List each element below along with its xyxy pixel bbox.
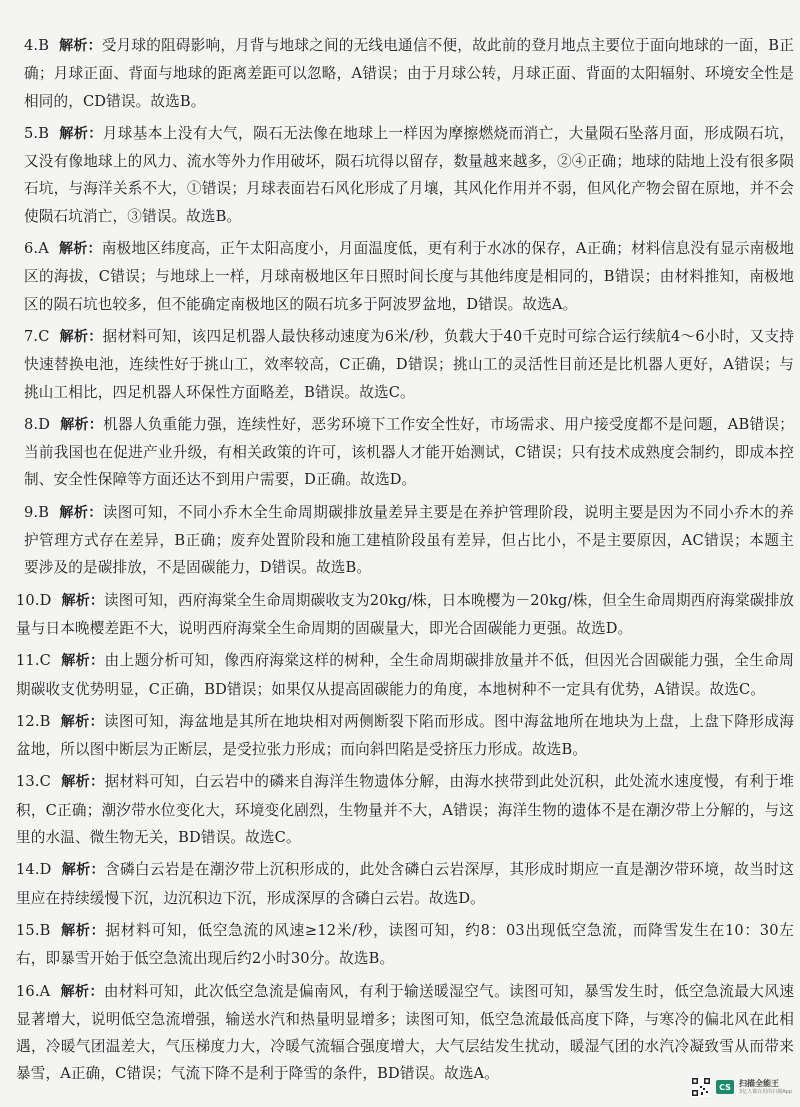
analysis-label: 解析： <box>61 592 105 609</box>
answer-letter: C <box>39 652 51 670</box>
scanner-watermark <box>691 1077 792 1097</box>
answer-letter: B <box>39 921 51 939</box>
analysis-text: 读图可知，西府海棠全生命周期碳收支为20kg/株，日本晚樱为－20kg/株，但全生命周期西府海棠碳排放量与日本晚樱差距不大，说明西府海棠全生命周期的固碳量大，即光合固碳能力更强。故选D。 <box>16 591 795 637</box>
answer-item-10: 10.D 解析：读图可知，西府海棠全生命周期碳收支为20kg/株，日本晚樱为－20kg/株，但全生命周期西府海棠碳排放量与日本晚樱差距不大，说明西府海棠全生命周期的固碳量大，即光合固碳能力更强。故选D。 <box>16 591 795 637</box>
answer-letter: D <box>38 415 51 433</box>
answer-letter: C <box>39 773 51 791</box>
analysis-label: 解析： <box>61 653 105 670</box>
analysis-label: 解析： <box>59 38 102 54</box>
answer-item-12: 12.B 解析：读图可知，海盆地是其所在地块相对两侧断裂下陷而形成。图中海盆地所在地块为上盘，上盘下降形成海盆地，所以图中断层为正断层，是受拉张力形成；而向斜凹陷是受挤压力形成。故选B。 <box>16 712 795 759</box>
analysis-text: 机器人负重能力强，连续性好，恶劣环境下工作安全性好，市场需求、用户接受度都不是问题，AB错误；当前我国也在促进产业升级，有相关政策的许可，该机器人才能开始测试，C错误；只有技术成熟度会制约，即成本控制、安全性保障等方面还达不到用户需要，D正确。故选D。 <box>24 415 794 489</box>
analysis-text: 南极地区纬度高，正午太阳高度小，月面温度低，更有利于水冰的保存，A正确；材料信息没有显示南极地区的海拔，C错误；与地球上一样，月球南极地区年日照时间长度与其他纬度是相同的，B错误；由材料推知，南极地区的陨石坑也较多，但不能确定南极地区的陨石坑多于阿波罗盆地，D错误。故选A。 <box>24 240 794 313</box>
analysis-label: 解析： <box>60 416 104 433</box>
answer-item-13: 13.C 解析：据材料可知，白云岩中的磷来自海洋生物遗体分解，由海水挟带到此处沉积，此处流水速度慢，有利于堆积，C正确；潮汐带水位变化大，环境变化剧烈，生物量并不大，A错误；海洋生物的遗体不是在潮汐带上分解的，与这里的水温、微生物无关，BD错误。故选C。 <box>16 773 795 847</box>
answer-letter: D <box>39 591 52 609</box>
analysis-label: 解析： <box>60 713 105 730</box>
answer-item-5: 5.B 解析：月球基本上没有大气，陨石无法像在地球上一样因为摩擦燃烧而消亡，大量陨石坠落月面，形成陨石坑，又没有像地球上的风力、流水等外力作用破坏，陨石坑得以留存，数量越来越多，②④正确；地球的陆地上没有很多陨石坑，与海洋关系不大，①错误；月球表面岩石风化形成了月壤，其风化作用并不弱，但风化产物会留在原地，并不会使陨石坑消亡，③错误。故选B。 <box>24 124 795 225</box>
brand-tagline: 3亿人都在用的扫描App <box>739 1088 792 1095</box>
analysis-text: 由上题分析可知，像西府海棠这样的树种，全生命周期碳排放量并不低，但因光合固碳能力强，全生命周期碳收支优势明显，C正确，BD错误；如果仅从提高固碳能力的角度，本地树种不一定具有优势，A错误。故选C。 <box>16 652 795 698</box>
answer-letter: B <box>38 37 50 54</box>
answer-letter: A <box>38 240 49 258</box>
analysis-label: 解析： <box>60 922 106 939</box>
answer-item-6: 6.A 解析：南极地区纬度高，正午太阳高度小，月面温度低，更有利于水冰的保存，A正确；材料信息没有显示南极地区的海拔，C错误；与地球上一样，月球南极地区年日照时间长度与其他纬度是相同的，B错误；由材料推知，南极地区的陨石坑也较多，但不能确定南极地区的陨石坑多于阿波罗盆地，D错误。故选A。 <box>24 240 794 313</box>
answer-letter: B <box>38 503 50 521</box>
analysis-text: 由材料可知，此次低空急流是偏南风，有利于输送暖湿空气。读图可知，暴雪发生时，低空急流最大风速显著增大，说明低空急流增强，输送水汽和热量明显增多；读图可知，低空急流最低高度下降，与寒冷的偏北风在此相遇，冷暖气团温差大，气压梯度力大，冷暖气流辐合强度增大，大气层结发生扰动，暖湿气团的水汽冷凝致雪从而带来暴雪，A正确，C错误；气流下降不是利于降雪的条件，BD错误。故选A。 <box>16 982 795 1083</box>
answer-letter: D <box>39 861 52 879</box>
analysis-label: 解析： <box>59 125 103 142</box>
camscanner-logo: CS <box>716 1080 734 1094</box>
answer-item-9: 9.B 解析：读图可知，不同小乔木全生命周期碳排放量差异主要是在养护管理阶段，说明主要是因为不同小乔木的养护管理方式存在差异，B正确；废弃处置阶段和施工建植阶段虽有差异，但占比小，不是主要原因，AC错误；本题主要涉及的是碳排放，不是固碳能力，D错误。故选B。 <box>24 503 795 577</box>
analysis-label: 解析： <box>61 774 105 791</box>
answer-item-15: 15.B 解析：据材料可知，低空急流的风速≥12米/秒，读图可知，约8：03出现低空急流，而降雪发生在10：30左右，即暴雪开始于低空急流出现后约2小时30分。故选B。 <box>16 921 794 968</box>
brand-block <box>739 1080 792 1095</box>
analysis-label: 解析： <box>58 241 102 258</box>
answer-item-8: 8.D 解析：机器人负重能力强，连续性好，恶劣环境下工作安全性好，市场需求、用户接受度都不是问题，AB错误；当前我国也在促进产业升级，有相关政策的许可，该机器人才能开始测试，C错误；只有技术成熟度会制约，即成本控制、安全性保障等方面还达不到用户需要，D正确。故选D。 <box>24 415 794 489</box>
analysis-text: 月球基本上没有大气，陨石无法像在地球上一样因为摩擦燃烧而消亡，大量陨石坠落月面，形成陨石坑，又没有像地球上的风力、流水等外力作用破坏，陨石坑得以留存，数量越来越多，②④正确；地球的陆地上没有很多陨石坑，与海洋关系不大，①错误；月球表面岩石风化形成了月壤，其风化作用并不弱，但风化产物会留在原地，并不会使陨石坑消亡，③错误。故选B。 <box>24 124 795 225</box>
analysis-label: 解析： <box>59 504 103 521</box>
qr-code-icon <box>691 1077 711 1097</box>
answer-letter: A <box>39 982 51 1000</box>
analysis-text: 读图可知，海盆地是其所在地块相对两侧断裂下陷而形成。图中海盆地所在地块为上盘，上盘下降形成海盆地，所以图中断层为正断层，是受拉张力形成；而向斜凹陷是受挤压力形成。故选B。 <box>16 712 795 759</box>
analysis-label: 解析： <box>59 328 103 345</box>
answer-item-7: 7.C 解析：据材料可知，该四足机器人最快移动速度为6米/秒，负载大于40千克时可综合运行续航4～6小时，又支持快速替换电池，连续性好于挑山工，效率较高，C正确，D错误；挑山工的灵活性目前还是比机器人更好，A错误；与挑山工相比，四足机器人环保性方面略差，B错误。故选C。 <box>24 327 794 401</box>
answer-item-4: 4.B 解析：受月球的阻碍影响，月背与地球之间的无线电通信不便，故此前的登月地点主要位于面向地球的一面，B正确；月球正面、背面与地球的距离差距可以忽略，A错误；由于月球公转，月球正面、背面的太阳辐射、环境安全性是相同的，CD错误。故选B。 <box>24 37 794 110</box>
answer-list <box>8 32 794 1093</box>
answer-item-14: 14.D 解析：含磷白云岩是在潮汐带上沉积形成的，此处含磷白云岩深厚，其形成时期应一直是潮汐带环境，故当时这里应在持续缓慢下沉，边沉积边下沉，形成深厚的含磷白云岩。故选D。 <box>16 861 795 907</box>
analysis-label: 解析： <box>60 983 104 1000</box>
analysis-text: 读图可知，不同小乔木全生命周期碳排放量差异主要是在养护管理阶段，说明主要是因为不同小乔木的养护管理方式存在差异，B正确；废弃处置阶段和施工建植阶段虽有差异，但占比小，不是主要原因，AC错误；本题主要涉及的是碳排放，不是固碳能力，D错误。故选B。 <box>24 503 795 577</box>
analysis-text: 据材料可知，该四足机器人最快移动速度为6米/秒，负载大于40千克时可综合运行续航4～6小时，又支持快速替换电池，连续性好于挑山工，效率较高，C正确，D错误；挑山工的灵活性目前还是比机器人更好，A错误；与挑山工相比，四足机器人环保性方面略差，B错误。故选C。 <box>24 327 794 401</box>
answer-item-11: 11.C 解析：由上题分析可知，像西府海棠这样的树种，全生命周期碳排放量并不低，但因光合固碳能力强，全生命周期碳收支优势明显，C正确，BD错误；如果仅从提高固碳能力的角度，本地树种不一定具有优势，A错误。故选C。 <box>16 652 795 698</box>
analysis-text: 受月球的阻碍影响，月背与地球之间的无线电通信不便，故此前的登月地点主要位于面向地球的一面，B正确；月球正面、背面与地球的距离差距可以忽略，A错误；由于月球公转，月球正面、背面的太阳辐射、环境安全性是相同的，CD错误。故选B。 <box>24 37 794 110</box>
answer-item-16: 16.A 解析：由材料可知，此次低空急流是偏南风，有利于输送暖湿空气。读图可知，暴雪发生时，低空急流最大风速显著增大，说明低空急流增强，输送水汽和热量明显增多；读图可知，低空急流最低高度下降，与寒冷的偏北风在此相遇，冷暖气团温差大，气压梯度力大，冷暖气流辐合强度增大，大气层结发生扰动，暖湿气团的水汽冷凝致雪从而带来暴雪，A正确，C错误；气流下降不是利于降雪的条件，BD错误。故选A。 <box>16 982 795 1083</box>
answer-letter: B <box>39 712 51 730</box>
analysis-text: 据材料可知，白云岩中的磷来自海洋生物遗体分解，由海水挟带到此处沉积，此处流水速度慢，有利于堆积，C正确；潮汐带水位变化大，环境变化剧烈，生物量并不大，A错误；海洋生物的遗体不是在潮汐带上分解的，与这里的水温、微生物无关，BD错误。故选C。 <box>16 773 795 847</box>
answer-letter: B <box>38 124 50 142</box>
brand-name: 扫描全能王 <box>739 1078 780 1088</box>
answer-letter: C <box>38 327 50 345</box>
analysis-label: 解析： <box>61 862 105 879</box>
analysis-text: 据材料可知，低空急流的风速≥12米/秒，读图可知，约8：03出现低空急流，而降雪发生在10：30左右，即暴雪开始于低空急流出现后约2小时30分。故选B。 <box>16 921 794 968</box>
analysis-text: 含磷白云岩是在潮汐带上沉积形成的，此处含磷白云岩深厚，其形成时期应一直是潮汐带环境，故当时这里应在持续缓慢下沉，边沉积边下沉，形成深厚的含磷白云岩。故选D。 <box>16 861 795 907</box>
